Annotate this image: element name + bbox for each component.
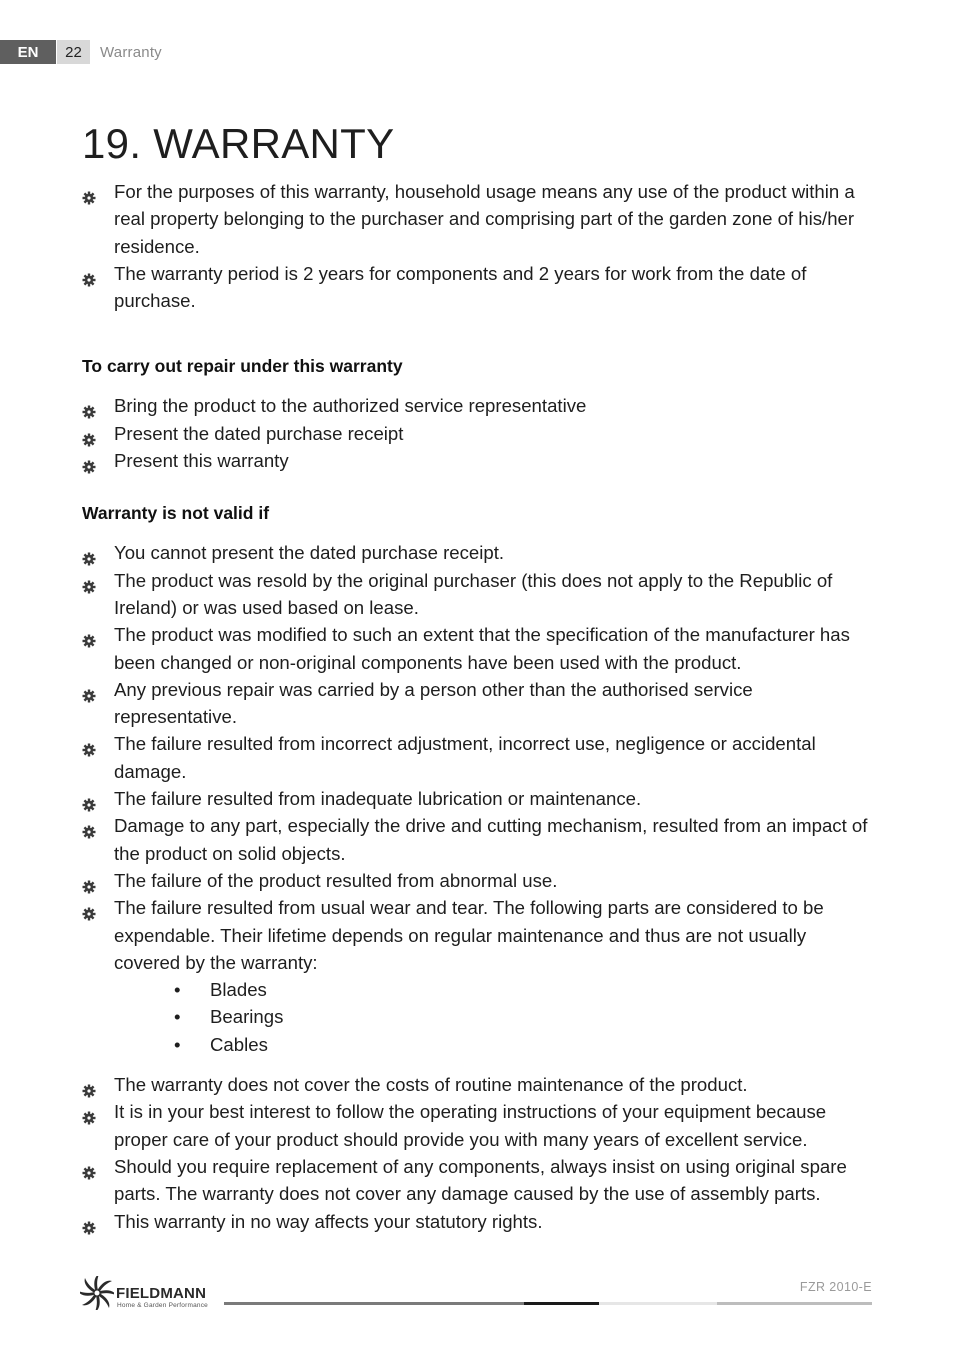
gear-bullet-icon bbox=[82, 683, 96, 697]
gear-bullet-icon bbox=[82, 267, 96, 281]
gear-bullet-icon bbox=[82, 874, 96, 888]
list-item: Present the dated purchase receipt bbox=[82, 420, 877, 447]
list-item: Bring the product to the authorized service representative bbox=[82, 392, 877, 419]
repair-heading: To carry out repair under this warranty bbox=[82, 356, 403, 377]
closing-list bbox=[82, 1071, 877, 1235]
list-item: The warranty period is 2 years for components and 2 years for work from the date of purchase. bbox=[82, 260, 877, 315]
gear-bullet-icon bbox=[82, 546, 96, 560]
list-item: The failure resulted from incorrect adjustment, incorrect use, negligence or accidental damage. bbox=[82, 730, 877, 785]
brand-logo bbox=[80, 1276, 225, 1314]
page-title: 19. WARRANTY bbox=[82, 120, 395, 167]
list-item: The failure of the product resulted from abnormal use. bbox=[82, 867, 877, 894]
brand-name: FIELDMANN bbox=[116, 1285, 207, 1302]
gear-bullet-icon bbox=[82, 427, 96, 441]
list-item: The warranty does not cover the costs of routine maintenance of the product. bbox=[82, 1071, 877, 1098]
gear-bullet-icon bbox=[82, 819, 96, 833]
gear-bullet-icon bbox=[82, 574, 96, 588]
gear-bullet-icon bbox=[82, 1105, 96, 1119]
gear-bullet-icon bbox=[82, 454, 96, 468]
list-item: The product was resold by the original purchaser (this does not apply to the Republic of Ireland) or was used based on lease. bbox=[82, 567, 877, 622]
footer-rule-segment bbox=[524, 1302, 599, 1305]
list-item: The failure resulted from inadequate lubrication or maintenance. bbox=[82, 785, 877, 812]
footer-rule-segment bbox=[717, 1302, 872, 1305]
list-item: This warranty in no way affects your statutory rights. bbox=[82, 1208, 877, 1235]
gear-bullet-icon bbox=[82, 737, 96, 751]
list-item: Damage to any part, especially the drive and cutting mechanism, resulted from an impact of the product on solid objects. bbox=[82, 812, 877, 867]
language-badge: EN bbox=[0, 40, 56, 64]
model-number: FZR 2010-E bbox=[799, 1280, 872, 1294]
sub-list-item: • Bearings bbox=[210, 1003, 877, 1030]
list-item: For the purposes of this warranty, household usage means any use of the product within a real property belonging to the purchaser and comprising part of the garden zone of his/her residence. bbox=[82, 178, 877, 260]
list-item: The product was modified to such an extent that the specification of the manufacturer has been changed or non-original components have been used with the product. bbox=[82, 621, 877, 676]
repair-list bbox=[82, 392, 877, 474]
page-number: 22 bbox=[57, 40, 90, 64]
gear-bullet-icon bbox=[82, 185, 96, 199]
gear-bullet-icon bbox=[82, 399, 96, 413]
list-item: It is in your best interest to follow the operating instructions of your equipment because proper care of your product should provide you with many years of excellent service. bbox=[82, 1098, 877, 1153]
invalid-list bbox=[82, 539, 877, 1058]
gear-bullet-icon bbox=[82, 792, 96, 806]
list-item: Any previous repair was carried by a person other than the authorised service representative. bbox=[82, 676, 877, 731]
intro-list bbox=[82, 178, 877, 314]
invalid-heading: Warranty is not valid if bbox=[82, 503, 270, 524]
brand-tagline: Home & Garden Performance bbox=[117, 1302, 208, 1309]
gear-bullet-icon bbox=[82, 901, 96, 915]
list-item: The failure resulted from usual wear and tear. The following parts are considered to be expendable. Their lifetime depends on regular maintenance and thus are not usually covered by the warranty: • Blades • Bearings • Cables bbox=[82, 894, 877, 1058]
footer-rule-segment bbox=[599, 1302, 717, 1305]
gear-bullet-icon bbox=[82, 1160, 96, 1174]
section-label: Warranty bbox=[100, 43, 162, 61]
page-footer bbox=[0, 1270, 954, 1330]
warranty-content bbox=[82, 178, 877, 1235]
list-item: You cannot present the dated purchase receipt. bbox=[82, 539, 877, 566]
list-item: Present this warranty bbox=[82, 447, 877, 474]
page-header bbox=[0, 40, 162, 64]
fieldmann-fan-logo-icon bbox=[80, 1276, 114, 1310]
footer-rule-segment bbox=[224, 1302, 524, 1305]
sub-list-item: • Blades bbox=[210, 976, 877, 1003]
sub-list-item: • Cables bbox=[210, 1031, 877, 1058]
gear-bullet-icon bbox=[82, 628, 96, 642]
gear-bullet-icon bbox=[82, 1078, 96, 1092]
expendable-parts-list bbox=[114, 976, 877, 1058]
list-item: Should you require replacement of any components, always insist on using original spare parts. The warranty does not cover any damage caused by the use of assembly parts. bbox=[82, 1153, 877, 1208]
gear-bullet-icon bbox=[82, 1215, 96, 1229]
